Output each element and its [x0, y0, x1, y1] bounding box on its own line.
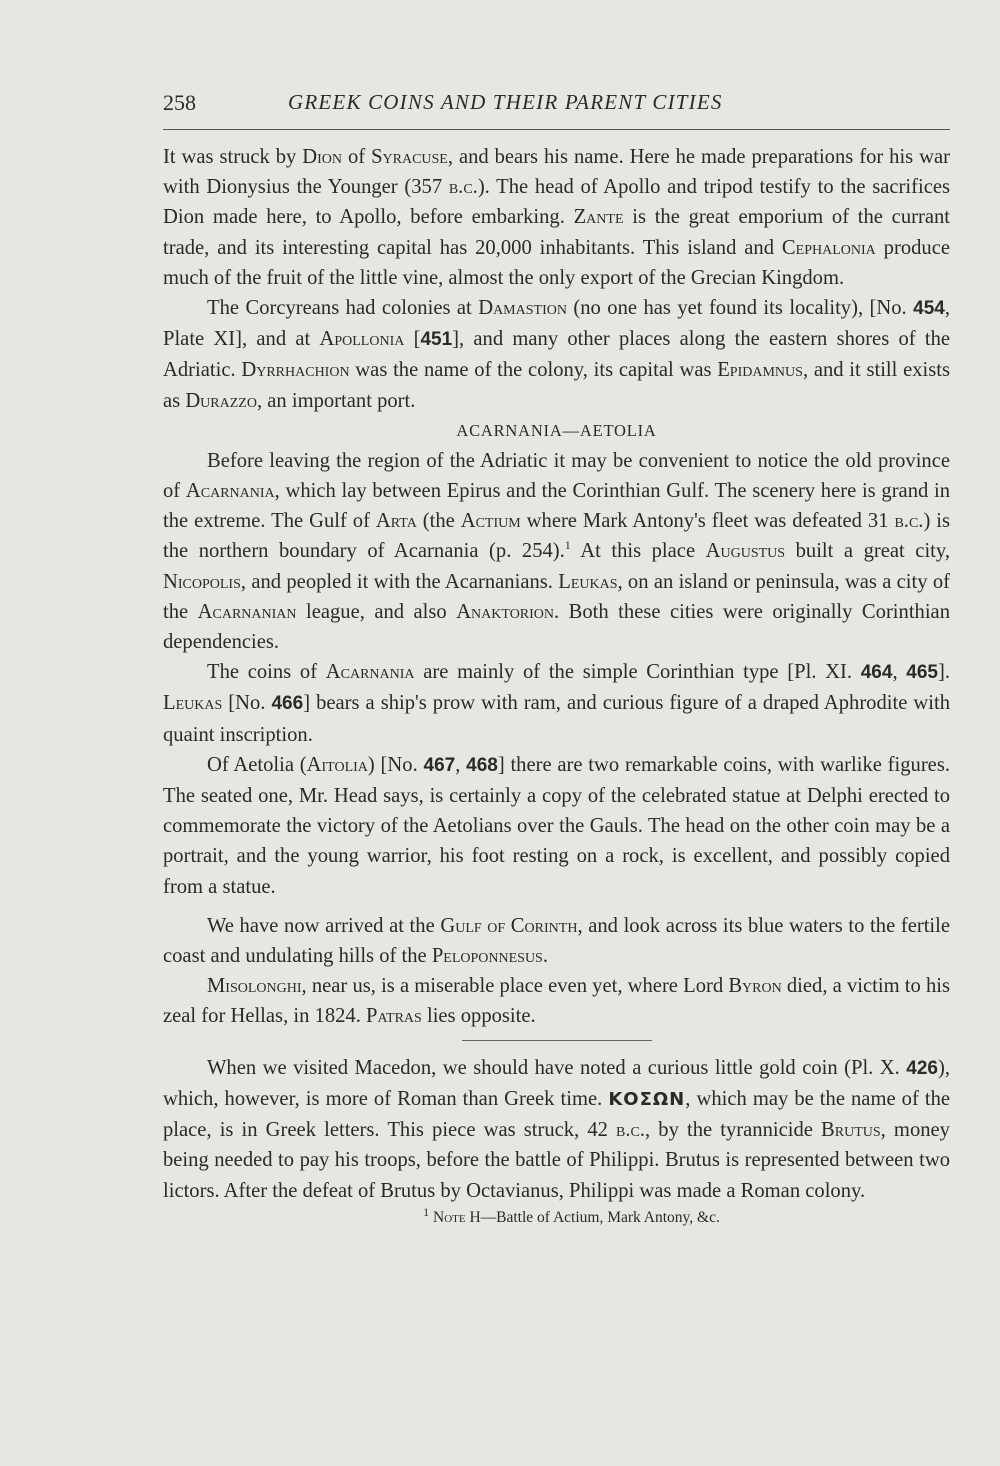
footnote: $^1$ Note H—Battle of Actium, Mark Antony, &c.	[423, 1204, 720, 1226]
paragraph-2: The Corcyreans had colonies at Damastion (no one has yet found its locality), [No. 454, Plate XI], and at Apollonia [451], and many other places along the eastern shores of the Adriatic. Dyrrhachion was the name of the colony, its capital was Epidamnus, and it still exists as Durazzo, an important port.	[163, 297, 951, 412]
section-heading: ACARNANIA—AETOLIA	[456, 420, 657, 440]
paragraph-8: When we visited Macedon, we should have noted a curious little gold coin (Pl. X. 426), which, however, is more of Roman than Greek time. ΚΟΣΩΝ, which may be the name of the place, is in Greek letters. This piece was struck, 42 b.c., by the tyrannicide Brutus, money being needed to pay his troops, before the battle of Philippi. Brutus is represented between two lictors. After the defeat of Brutus by Octavianus, Philippi was made a Roman colony.	[163, 1056, 951, 1202]
paragraph-4: The coins of Acarnania are mainly of the simple Corinthian type [Pl. XI. 464, 465]. Leukas [No. 466] bears a ship's prow with ram, and curious figure of a draped Aphrodite with quaint inscription.	[163, 661, 951, 746]
paragraph-5: Of Aetolia (Aitolia) [No. 467, 468] there are two remarkable coins, with warlike figures. The seated one, Mr. Head says, is certainly a copy of the celebrated statue at Delphi erected to commemorate the victory of the Aetolians over the Gauls. The head on the other coin may be a portrait, and the young warrior, his foot resting on a rock, is excellent, and possibly copied from a statue.	[163, 753, 950, 898]
paragraph-6: We have now arrived at the Gulf of Corinth, and look across its blue waters to the fertile coast and undulating hills of the Peloponnesus.	[163, 914, 951, 968]
page-header	[163, 90, 950, 124]
section-divider	[462, 1040, 652, 1041]
page-number: 258	[163, 90, 196, 115]
footnote-ref: 1	[564, 538, 571, 553]
paragraph-3: Before leaving the region of the Adriatic it may be convenient to notice the old province of Acarnania, which lay between Epirus and the Corinthian Gulf. The scenery here is grand in the extreme. The Gulf of Arta (the Actium where Mark Antony's fleet was defeated 31 b.c.) is the northern boundary of Acarnania (p. 254).$^1$ At this place Augustus built a great city, Nicopolis, and peopled it with the Acarnanians. Leukas, on an island or peninsula, was a city of the Acarnanian league, and also Anaktorion. Both these cities were originally Corinthian dependencies.	[163, 449, 951, 654]
paragraph-1: It was struck by Dion of Syracuse, and bears his name. Here he made preparations for his war with Dionysius the Younger (357 b.c.). The head of Apollo and tripod testify to the sacrifices Dion made here, to Apollo, before embarking. Zante is the great emporium of the currant trade, and its interesting capital has 20,000 inhabitants. This island and Cephalonia produce much of the fruit of the little vine, almost the only export of the Grecian Kingdom.	[163, 146, 951, 289]
body-text	[163, 142, 950, 1230]
spacer	[163, 902, 950, 911]
greek-inscription: ΚΟΣΩΝ	[608, 1088, 686, 1110]
paragraph-7: Misolonghi, near us, is a miserable place even yet, where Lord Byron died, a victim to his zeal for Hellas, in 1824. Patras lies opposite.	[163, 975, 950, 1028]
header-rule	[163, 129, 950, 130]
running-title: GREEK COINS AND THEIR PARENT CITIES	[288, 90, 723, 114]
